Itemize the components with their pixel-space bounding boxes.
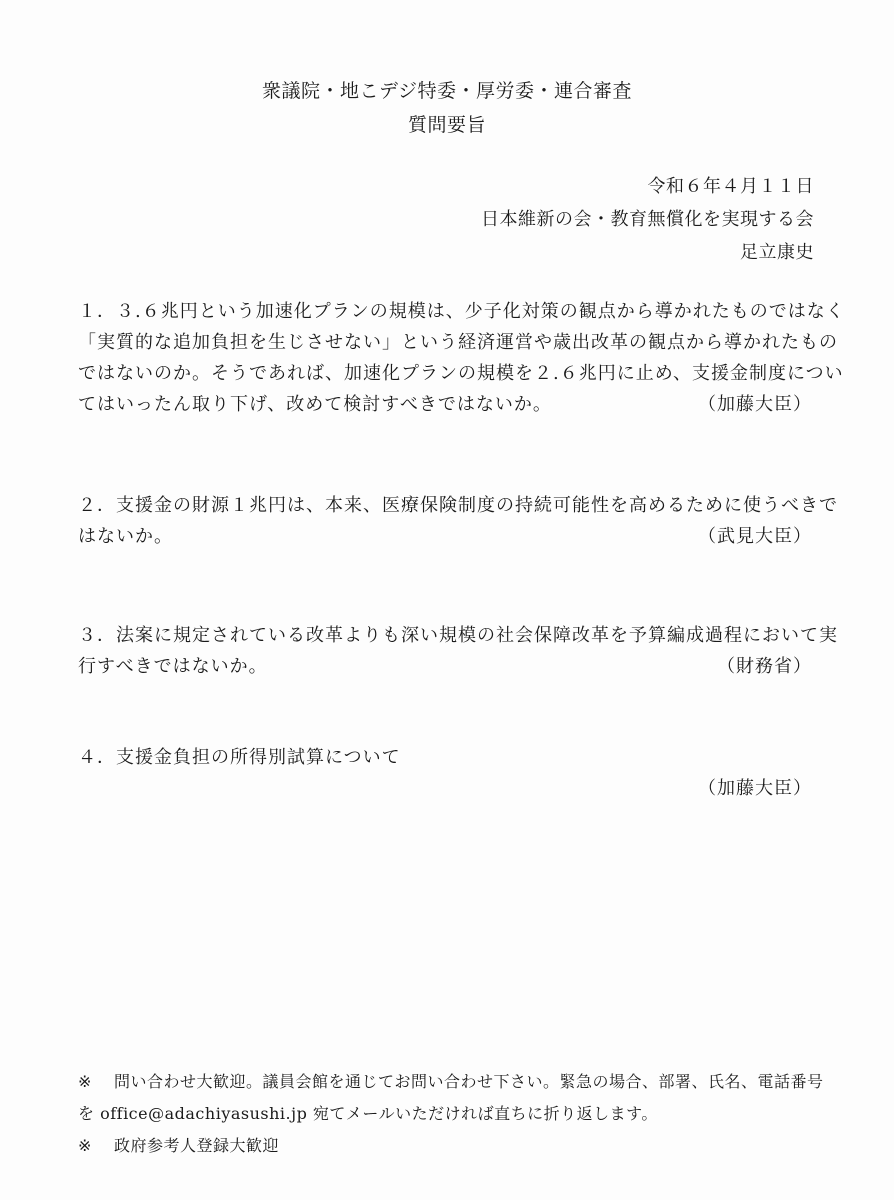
note-mark: ※ <box>78 1072 92 1091</box>
note-mark: ※ <box>78 1136 92 1155</box>
question-1-last-row <box>78 389 818 420</box>
question-2 <box>78 490 838 552</box>
question-2-line-1: ２．支援金の財源１兆円は、本来、医療保険制度の持続可能性を高めるために使うべきで <box>78 495 838 516</box>
note-1-continued: を office@adachiyasushi.jp 宛てメールいただければ直ちに折り返します。 <box>78 1104 658 1123</box>
question-3 <box>78 620 838 682</box>
note-2-text: 政府参考人登録大歓迎 <box>114 1136 280 1155</box>
question-4-line-1: ４．支援金負担の所得別試算について <box>78 747 401 768</box>
question-3-line-2: 行すべきではないか。 <box>78 656 268 677</box>
question-1-line-3: ではないのか。そうであれば、加速化プランの規模を２.６兆円に止め、支援金制度につい <box>78 363 844 384</box>
author-block <box>481 170 814 269</box>
party-name: 日本維新の会・教育無償化を実現する会 <box>481 209 814 230</box>
document-subtitle: 質問要旨 <box>407 114 486 136</box>
note-2 <box>78 1130 838 1162</box>
question-2-minister: （武見大臣） <box>698 526 812 547</box>
question-1-line-2: 「実質的な追加負担を生じさせない」という経済運営や歳出改革の観点から導かれたもの <box>78 332 838 353</box>
question-1-minister: （加藤大臣） <box>698 394 812 415</box>
question-1 <box>78 296 845 420</box>
question-4 <box>78 742 818 804</box>
date-text: 令和６年４月１１日 <box>647 176 814 197</box>
question-3-line-1: ３．法案に規定されている改革よりも深い規模の社会保障改革を予算編成過程において実 <box>78 625 838 646</box>
question-2-last-row <box>78 521 818 552</box>
question-1-line-1: １．３.６兆円という加速化プランの規模は、少子化対策の観点から導かれたものではなく <box>78 301 845 322</box>
question-1-line-4: てはいったん取り下げ、改めて検討すべきではないか。 <box>78 394 552 415</box>
document-title-block <box>0 74 894 142</box>
note-1 <box>78 1066 838 1098</box>
question-3-last-row <box>78 651 818 682</box>
question-3-minister: （財務省） <box>717 656 812 677</box>
committee-title: 衆議院・地こデジ特委・厚労委・連合審査 <box>261 80 633 102</box>
note-1-text: 問い合わせ大歓迎。議員会館を通じてお問い合わせ下さい。緊急の場合、部署、氏名、電話番号 <box>114 1072 824 1091</box>
author-name: 足立康史 <box>740 242 814 263</box>
question-2-line-2: はないか。 <box>78 526 173 547</box>
footer-notes <box>78 1066 838 1162</box>
question-4-minister: （加藤大臣） <box>698 778 812 799</box>
